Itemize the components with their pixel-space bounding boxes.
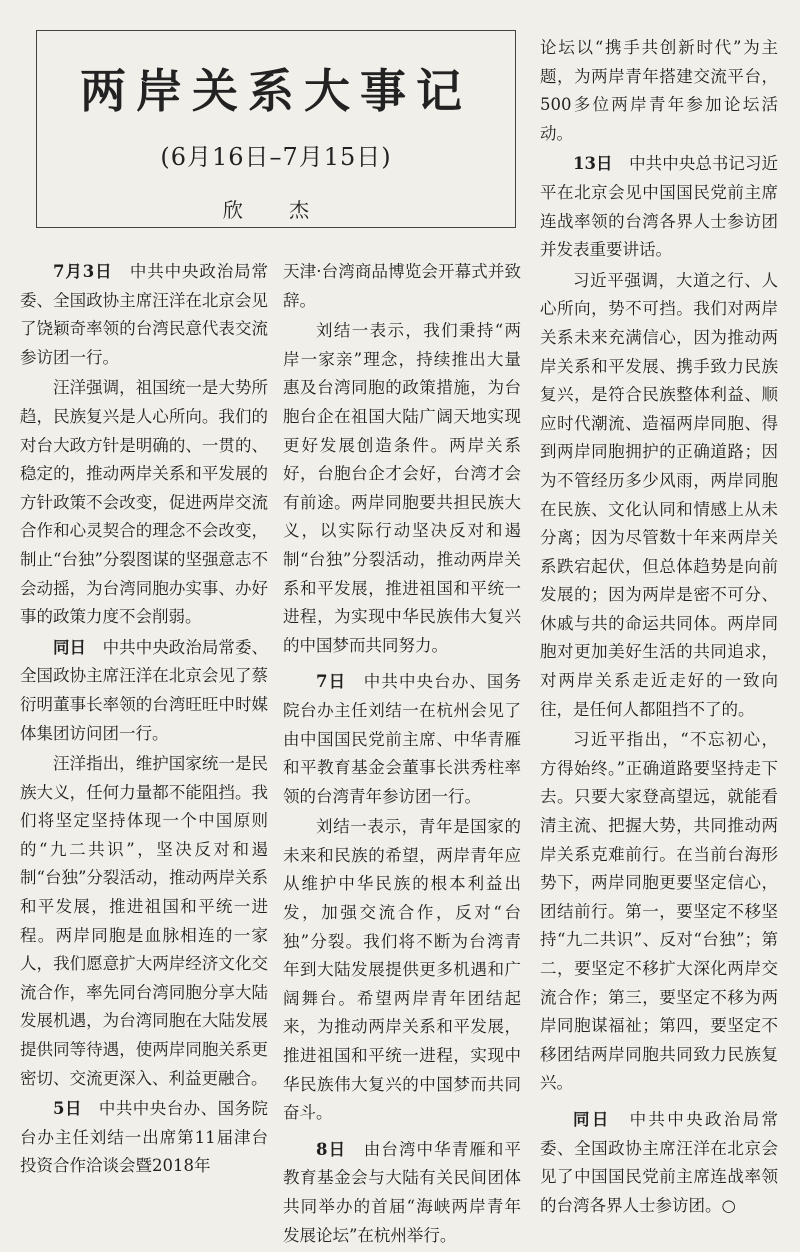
paragraph-text: 刘结一表示，青年是国家的未来和民族的希望，两岸青年应从维护中华民族的根本利益出发，加强交流合作，反对“台独”分裂。我们将不断为台湾青年到大陆发展提供更多机遇和广阔舞台。希望两岸青年团结起来，为推动两岸关系和平发展，推进祖国和平统一进程，实现中华民族伟大复兴的中国梦而共同奋斗。 bbox=[283, 817, 521, 1123]
end-mark: ○ bbox=[721, 1195, 736, 1215]
paragraph bbox=[283, 1136, 521, 1250]
paragraph-text: 习近平强调，大道之行、人心所向，势不可挡。我们对两岸关系未来充满信心，因为推动两岸关系和平发展、携手致力民族复兴，是符合民族整体利益、顺应时代潮流、造福两岸同胞、得到两岸同胞拥护的正确道路；因为不管经历多少风雨，两岸同胞在民族、文化认同和情感上从未分离；因为尽管数十年来两岸关系跌宕起伏，但总体趋势是向前发展的；因为两岸是密不可分、休戚与共的命运共同体。两岸同胞对更加美好生活的共同追求，对两岸关系走近走好的一致向往，是任何人都阻挡不了的。 bbox=[540, 270, 778, 719]
paragraph bbox=[20, 634, 268, 748]
paragraph bbox=[283, 813, 521, 1128]
entry-date: 同日 bbox=[53, 637, 87, 657]
entry-date: 7日 bbox=[316, 672, 347, 692]
paragraph bbox=[540, 150, 778, 264]
paragraph-text: 中共中央总书记习近平在北京会见中国国民党前主席连战率领的台湾各界人士参访团并发表重要讲话。 bbox=[540, 154, 779, 260]
paragraph bbox=[20, 374, 268, 631]
paragraph-text: 论坛以“携手共创新时代”为主题，为两岸青年搭建交流平台，500多位两岸青年参加论坛活动。 bbox=[540, 38, 778, 143]
entry-date: 13日 bbox=[573, 154, 613, 174]
paragraph-text: 中共中央台办、国务院台办主任刘结一在杭州会见了由中国国民党前主席、中华青雁和平教育基金会董事长洪秀柱率领的台湾青年参访团一行。 bbox=[283, 672, 522, 806]
text-column-1 bbox=[20, 258, 268, 1183]
paragraph-text: 汪洋强调，祖国统一是大势所趋，民族复兴是人心所向。我们的对台大政方针是明确的、一贯的、稳定的，推动两岸关系和平发展的方针政策不会改变，促进两岸交流合作和心灵契合的理念不会改变，制止“台独”分裂图谋的坚强意志不会动摇，为台湾同胞办实事、办好事的政策力度不会削弱。 bbox=[20, 378, 268, 627]
paragraph bbox=[20, 750, 268, 1093]
text-column-2 bbox=[283, 258, 521, 1252]
page-title: 两岸关系大事记 bbox=[80, 64, 472, 118]
paragraph bbox=[540, 34, 778, 148]
paragraph bbox=[283, 258, 521, 315]
paragraph-text: 中共中央政治局常委、全国政协主席汪洋在北京会见了蔡衍明董事长率领的台湾旺旺中时媒体集团访问团一行。 bbox=[20, 637, 269, 743]
paragraph bbox=[540, 726, 778, 1098]
date-range: (6月16日–7月15日) bbox=[160, 143, 392, 171]
paragraph-text: 中共中央台办、国务院台办主任刘结一出席第11届津台投资合作洽谈会暨2018年 bbox=[20, 1099, 269, 1176]
paragraph-text: 中共中央政治局常委、全国政协主席汪洋在北京会见了中国国民党前主席连战率领的台湾各界人士参访团。 bbox=[540, 1109, 779, 1215]
paragraph bbox=[283, 317, 521, 660]
paragraph bbox=[283, 668, 521, 811]
paragraph bbox=[20, 258, 268, 372]
paragraph-text: 刘结一表示，我们秉持“两岸一家亲”理念，持续推出大量惠及台湾同胞的政策措施，为台胞台企在祖国大陆广阔天地实现更好发展创造条件。两岸关系好，台胞台企才会好，台湾才会有前途。两岸同胞要共担民族大义，以实际行动坚决反对和遏制“台独”分裂活动，推动两岸关系和平发展，推进祖国和平统一进程，为实现中华民族伟大复兴的中国梦而共同努力。 bbox=[283, 321, 521, 655]
entry-date: 7月3日 bbox=[53, 262, 113, 281]
entry-date: 8日 bbox=[316, 1139, 347, 1159]
paragraph bbox=[540, 267, 778, 725]
paragraph-text: 习近平指出，“不忘初心，方得始终。”正确道路要坚持走下去。只要大家登高望远，就能看清主流、把握大势，共同推动两岸关系克难前行。在当前台海形势下，两岸同胞更要坚定信心，团结前行。第一，要坚定不移坚持“九二共识”、反对“台独”；第二，要坚定不移扩大深化两岸交流合作；第三，要坚定不移为两岸同胞谋福祉；第四，要坚定不移团结两岸同胞共同致力民族复兴。 bbox=[540, 730, 778, 1093]
paragraph bbox=[540, 1106, 778, 1220]
entry-date: 5日 bbox=[53, 1099, 82, 1119]
author-byline: 欣 杰 bbox=[222, 198, 330, 222]
paragraph-text: 天津·台湾商品博览会开幕式并致辞。 bbox=[283, 262, 521, 310]
paragraph-text: 中共中央政治局常委、全国政协主席汪洋在北京会见了饶颖奇率领的台湾民意代表交流参访团一行。 bbox=[20, 262, 269, 367]
paragraph-text: 汪洋指出，维护国家统一是民族大义，任何力量都不能阻挡。我们将坚定坚持体现一个中国原则的“九二共识”，坚决反对和遏制“台独”分裂活动，推动两岸关系和平发展，推进祖国和平统一进程。两岸同胞是血脉相连的一家人，我们愿意扩大两岸经济文化交流合作，率先同台湾同胞分享大陆发展机遇，为台湾同胞在大陆发展提供同等待遇，使两岸同胞关系更密切、交流更深入、利益更融合。 bbox=[20, 754, 268, 1088]
title-box bbox=[36, 30, 516, 228]
entry-date: 同日 bbox=[573, 1109, 611, 1129]
paragraph-text: 由台湾中华青雁和平教育基金会与大陆有关民间团体共同举办的首届“海峡两岸青年发展论坛”在杭州举行。 bbox=[283, 1139, 522, 1245]
paragraph bbox=[20, 1095, 268, 1181]
text-column-3 bbox=[540, 34, 778, 1222]
